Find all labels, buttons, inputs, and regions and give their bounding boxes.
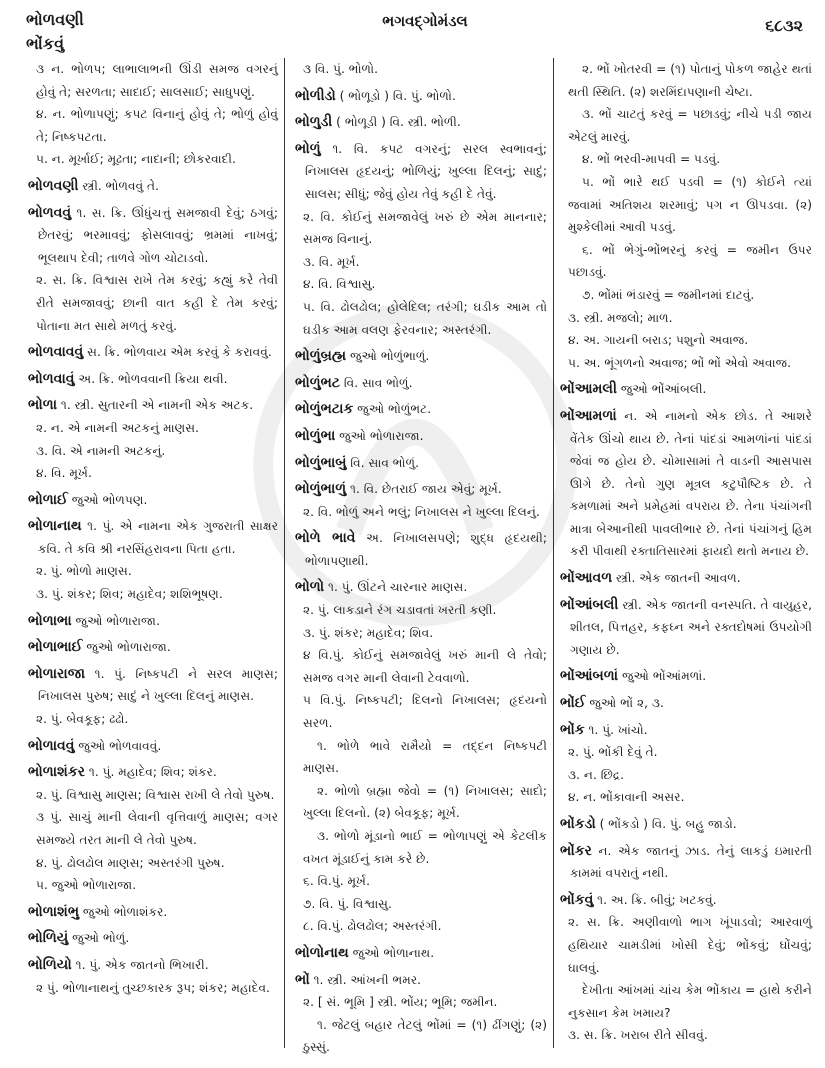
definition-text: ૩. ન. છિદ્ર. bbox=[568, 767, 624, 782]
headword: ભોળુંભાળું bbox=[295, 481, 347, 498]
definition-text: જુઓ ભોળારાજા. bbox=[335, 428, 424, 443]
definition-text: ૪. પું. ઢોલઢોલ માણસ; અસ્તરંગી પુરુષ. bbox=[36, 855, 225, 870]
definition-text: ન. એક જાતનું ઝાડ. તેનું લાકડું ઇમારતી કામમાં વપરાતું નથી. bbox=[570, 843, 812, 881]
sense-entry bbox=[295, 273, 547, 296]
sense-entry bbox=[295, 58, 547, 81]
sense-entry bbox=[28, 874, 278, 897]
definition-text: ૭. વિ. પું. વિશ્વાસુ. bbox=[303, 896, 392, 911]
definition-text: ૩ વિ. પું. ભોળો. bbox=[303, 62, 378, 76]
definition-text: ૨. ન. એ નામની અટકનું માણસ. bbox=[36, 420, 200, 435]
headword: ભોળિયો bbox=[28, 956, 72, 973]
sense-entry bbox=[560, 911, 812, 979]
headword: ભોળે ભાવે bbox=[295, 530, 356, 547]
headword: ભોંકવું bbox=[560, 891, 594, 908]
definition-text: ૩ ન. ભોળપ; લાભાલાભની ઊંડી સમજ વગરનું હોવું તે; સરળતા; સાદાઈ; સાલસાઈ; સાધુપણું. bbox=[36, 62, 278, 99]
sense-entry bbox=[28, 852, 278, 875]
dictionary-entry bbox=[28, 954, 278, 977]
dictionary-entry bbox=[28, 735, 278, 758]
sense-entry bbox=[295, 296, 547, 341]
sense-entry bbox=[28, 417, 278, 440]
sense-entry bbox=[560, 1024, 812, 1047]
idiom-entry bbox=[560, 171, 812, 239]
dictionary-entry bbox=[560, 719, 812, 742]
headword: ભોંઆંબલી bbox=[560, 596, 619, 613]
sense-entry bbox=[560, 329, 812, 352]
sense-entry bbox=[28, 806, 278, 851]
dictionary-entry bbox=[560, 840, 812, 885]
sense-entry bbox=[28, 977, 278, 1000]
definition-text: ૧. વિ. કપટ વગરનું; સરલ સ્વભાવનું; નિખાલસ હૃદયનું; ભોળિયું; ખુલ્લા દિલનું; સાદું; સાલસ; સીધું; જેવું હોય તેવું કહી દે તેવું. bbox=[305, 141, 547, 201]
definition-text: ૨. પું. લાકડાને રંગ ચડાવતાં ખરતી કણી. bbox=[303, 603, 497, 618]
definition-text: ( ભોંકડો ) વિ. પું. બહુ જાડો. bbox=[595, 817, 737, 831]
dictionary-entry bbox=[28, 341, 278, 364]
definition-text: સ્ત્રી. ભોળવવું તે. bbox=[78, 178, 159, 193]
dictionary-entry bbox=[560, 692, 812, 715]
definition-text: ૨. સ. ક્રિ. અણીવાળો ભાગ ખૂંપાડવો; આરવાળું હથિયાર ચામડીમાં ખોસી દેવું; ભોંકવું; ઘોંચવું; ઘાલવું. bbox=[568, 915, 812, 975]
sense-entry bbox=[28, 440, 278, 463]
sense-entry bbox=[295, 893, 547, 916]
headword: ભોળા bbox=[28, 397, 58, 414]
dictionary-entry bbox=[295, 969, 547, 992]
headword: ભોળોનાથ bbox=[295, 944, 349, 961]
definition-text: ૫. જુઓ ભોળારાજા. bbox=[36, 878, 137, 893]
headword: ભોંકર bbox=[560, 842, 592, 859]
sense-entry bbox=[560, 307, 812, 330]
definition-text: જુઓ ભોળુંભટ. bbox=[353, 402, 432, 417]
definition-text: ૨. [ સં. ભૂમિ ] સ્ત્રી. ભોંય; ભૂમિ; જમીન. bbox=[303, 995, 498, 1010]
definition-text: ૧. અ. ક્રિ. બીવું; ખટકવું. bbox=[593, 892, 717, 907]
idiom-entry bbox=[295, 780, 547, 825]
definition-text: જુઓ ભોળારાજા. bbox=[82, 640, 171, 655]
headword: ભોંક bbox=[560, 721, 585, 738]
dictionary-entry bbox=[295, 425, 547, 448]
definition-text: સ્ત્રી. એક જાતની વનસ્પતિ. તે વાયુહર, શીતલ, પિત્તહર, કફઘ્ન અને રક્તદોષમાં ઉપયોગી ગણાય છે. bbox=[570, 597, 812, 657]
column-middle bbox=[295, 58, 547, 1059]
definition-text: ૩. વિ. મૂર્ખ. bbox=[303, 254, 360, 269]
definition-text: ૮. વિ.પું. ઢોલઢોલ; અસ્તરંગી. bbox=[303, 919, 442, 934]
definition-text: ૬. ભોં ભેગું-ભોંભરનું કરવું = જમીન ઉપર પછાડવું. bbox=[568, 242, 812, 280]
column-divider bbox=[284, 58, 285, 1048]
definition-text: ૧. પું. ખાંચો. bbox=[584, 722, 648, 737]
dictionary-entry bbox=[28, 515, 278, 560]
definition-text: ૨. ભોં ખોતરવી = (૧) પોતાનું પોકળ જાહેર થતાં થતી સ્થિતિ. (૨) શરમિંદાપણાની ચેષ્ટા. bbox=[568, 62, 812, 99]
definition-text: ૫. ભોં ભારે થઈ પડવી = (૧) કોઈને ત્યાં જવામાં અતિશય શરમાવું; પગ ન ઊપડવા. (૨) મુશ્કેલીમાં આવી પડવું. bbox=[568, 174, 812, 235]
dictionary-entry bbox=[560, 405, 812, 563]
guide-word-last: ભોંકવું bbox=[26, 34, 65, 53]
definition-text: ૧. જેટલું બહાર તેટલું ભોંમાં = (૧) ઢીંગણું; (૨) ઠુસ્સું. bbox=[303, 1017, 547, 1055]
definition-text: ૩. ભોં ચાટતું કરવું = પછાડવું; નીચે પડી જાય એટલું મારવું. bbox=[568, 107, 812, 144]
sense-entry bbox=[560, 786, 812, 809]
headword: ભોળો bbox=[295, 579, 325, 596]
definition-text: ૧. પું. એ નામના એક ગુજરાતી સાક્ષર કવિ. તે કવિ શ્રી નરસિંહરાવના પિતા હતા. bbox=[38, 519, 278, 556]
definition-text: જુઓ ભોં ૨, ૩. bbox=[585, 696, 664, 711]
sense-entry bbox=[295, 870, 547, 893]
guide-word-first: ભોળવણી bbox=[26, 10, 84, 29]
definition-text: જુઓ ભોળારાજા. bbox=[71, 613, 160, 628]
dictionary-entry bbox=[28, 394, 278, 417]
dictionary-entry bbox=[295, 345, 547, 368]
sense-entry bbox=[295, 915, 547, 938]
dictionary-entry bbox=[28, 610, 278, 633]
headword: ભોળુંબ્રહ્મ bbox=[295, 348, 347, 365]
definition-text: ૧. પું. એક જાતનો ભિખારી. bbox=[71, 957, 209, 972]
idiom-entry bbox=[560, 284, 812, 307]
idiom-entry bbox=[560, 103, 812, 148]
headword: ભોંકડો bbox=[560, 816, 596, 832]
dictionary-entry bbox=[295, 372, 547, 395]
definition-text: ૨. પું. વિશ્વાસુ માણસ; વિશ્વાસ રાખી લે તેવો પુરુષ. bbox=[36, 787, 275, 802]
dictionary-entry bbox=[28, 202, 278, 270]
headword: ભોળવાવવું bbox=[28, 344, 84, 361]
definition-text: ૩. પું. શંકર; મહાદેવ; શિવ. bbox=[303, 625, 434, 640]
definition-text: જુઓ ભોળું. bbox=[68, 931, 130, 946]
definition-text: જુઓ ભોળુંભાળું. bbox=[346, 349, 430, 364]
definition-text: ૨. પું. ભોંકી દેવું તે. bbox=[568, 745, 658, 760]
definition-text: ૪ વિ.પું. કોઈનું સમજાવેલું ખરું માની લે તેવો; સમજ વગર માની લેવાની ટેવવાળો. bbox=[303, 648, 547, 685]
sense-entry bbox=[28, 148, 278, 171]
definition-text: ૩. સ્ત્રી. મજલો; માળ. bbox=[568, 310, 673, 325]
column-left bbox=[28, 58, 278, 999]
dictionary-entry bbox=[560, 889, 812, 912]
dictionary-entry bbox=[295, 398, 547, 421]
dictionary-entry bbox=[295, 576, 547, 599]
definition-text: જુઓ ભોંઆંમળાં. bbox=[618, 669, 707, 684]
idiom-entry bbox=[295, 1014, 547, 1059]
dictionary-entry bbox=[295, 478, 547, 501]
dictionary-entry bbox=[28, 663, 278, 708]
definition-text: જુઓ ભોળપણ. bbox=[67, 492, 148, 507]
sense-entry bbox=[295, 251, 547, 274]
headword: ભોંઈ bbox=[560, 695, 586, 712]
definition-text: ૩. પું. શંકર; શિવ; મહાદેવ; શશિભૂષણ. bbox=[36, 587, 223, 602]
definition-text: ૨. પું. ભોળો માણસ. bbox=[36, 564, 132, 579]
headword: ભોંઆંબળાં bbox=[560, 668, 619, 685]
headword: ભોળાવવું bbox=[28, 737, 75, 754]
definition-text: ૪. વિ. મૂર્ખ. bbox=[36, 466, 92, 481]
definition-text: ( ભોળૂડો ) વિ. પું. ભોળો. bbox=[335, 88, 456, 103]
dictionary-entry bbox=[295, 85, 547, 108]
sense-entry bbox=[28, 103, 278, 148]
sense-entry bbox=[560, 764, 812, 787]
sense-entry bbox=[28, 269, 278, 337]
definition-text: ૩. સ. ક્રિ. ખરાબ રીતે સીવવું. bbox=[568, 1028, 708, 1043]
dictionary-entry bbox=[295, 527, 547, 572]
headword: ભોળાશંકર bbox=[28, 764, 85, 781]
headword: ભોળીડો bbox=[295, 87, 336, 104]
definition-text: ૪. ભોં ભરવી-માપવી = પડવું. bbox=[582, 152, 721, 167]
idiom-entry bbox=[560, 979, 812, 1024]
page-number: ૬૮૩૨ bbox=[765, 16, 803, 35]
column-right bbox=[560, 58, 812, 1047]
dictionary-entry bbox=[28, 175, 278, 198]
definition-text: વિ. સાવ ભોળું. bbox=[339, 375, 413, 390]
definition-text: ૧. પું. નિષ્કપટી ને સરલ માણસ; નિખાલસ પુરુષ; સાદું ને ખુલ્લા દિલનું માણસ. bbox=[38, 666, 278, 704]
sense-entry bbox=[295, 622, 547, 645]
definition-text: અ. નિખાલસપણે; શુદ્ધ હૃદયથી; ભોળાપણાથી. bbox=[305, 531, 547, 568]
definition-text: ૨. વિ. કોઈનું સમજાવેલું ખરું છે એમ માનનાર; સમજ વિનાનું. bbox=[303, 209, 547, 247]
definition-text: ૧. પું. ઊંટને ચારનાર માણસ. bbox=[324, 580, 468, 595]
sense-entry bbox=[28, 58, 278, 103]
dictionary-entry bbox=[560, 813, 812, 836]
headword: ભોળુંભટાક bbox=[295, 401, 354, 418]
headword: ભોળુંભા bbox=[295, 427, 336, 444]
sense-entry bbox=[295, 599, 547, 622]
headword: ભોળારાજા bbox=[28, 665, 86, 682]
definition-text: ૨ પું. ભોળાનાથનું તુચ્છકારક રૂપ; શંકર; મહાદેવ. bbox=[36, 980, 270, 995]
definition-text: ૩. ભોળો મૂંડાનો ભાઈ = ભોળાપણું એ કેટલીક વખત મૂંડાઈનું કામ કરે છે. bbox=[303, 829, 547, 866]
definition-text: ૩ પું. સાચું માની લેવાની વૃત્તિવાળું માણસ; વગર સમજ્યે તરત માની લે તેવો પુરુષ. bbox=[36, 810, 278, 847]
headword: ભોં bbox=[295, 971, 310, 988]
idiom-entry bbox=[295, 825, 547, 870]
definition-text: ૧. સ્ત્રી. આંખની ભમર. bbox=[309, 972, 422, 987]
definition-text: ૨. પું. બેવકૂફ; ઢઢો. bbox=[36, 712, 129, 727]
definition-text: ૨. સ. ક્રિ. વિશ્વાસ રાખે તેમ કરવું; કહ્યું કરે તેવી રીતે સમજાવવું; છાની વાત કહી દે તેમ કરવું; પોતાના મત સાથે મળતું કરવું. bbox=[36, 273, 278, 333]
definition-text: ૫. ન. મૂર્ખાઈ; મૂઢતા; નાદાની; છોકરવાદી. bbox=[36, 152, 236, 167]
dictionary-entry bbox=[295, 942, 547, 965]
definition-text: જુઓ ભોળાનાથ. bbox=[348, 945, 435, 960]
definition-text: ( ભોળૂડી ) વિ. સ્ત્રી. ભોળી. bbox=[332, 115, 461, 130]
definition-text: ૧. સ. ક્રિ. ઊંધુંચત્તું સમજાવી દેવું; ઠગવું; છેતરવું; ભરમાવવું; ફોસલાવવું; ભ્રમમાં નાખવું; ભૂલથાપ દેવી; તાળવે ગોળ ચોટાડવો. bbox=[38, 205, 278, 265]
dictionary-entry bbox=[28, 368, 278, 391]
definition-text: ૫. અ. ભૂંગળનો અવાજ; ભોં ભોં એવો અવાજ. bbox=[568, 355, 792, 370]
headword: ભોળાનાથ bbox=[28, 518, 82, 535]
headword: ભોળવણી bbox=[28, 177, 79, 194]
dictionary-entry bbox=[28, 761, 278, 784]
sense-entry bbox=[295, 644, 547, 689]
headword: ભોળાભાઈ bbox=[28, 639, 83, 656]
definition-text: જુઓ ભોળાશંકર. bbox=[79, 904, 168, 919]
idiom-entry bbox=[560, 239, 812, 284]
definition-text: ન. એ નામનો એક છોડ. તે આશરે વેંતેક ઊંચો થાય છે. તેનાં પાંદડાં આમળાંનાં પાંદડાં જેવાં જ હોય છે. ચોમાસામાં તે વાડની આસપાસ ઊગે છે. તેનો ગુણ મૂત્રલ કટુપૌષ્ટિક છે. તે કમળામાં અને પ્રમેહમાં વપરાય છે. તેના પંચાંગની માત્રા બેઆનીથી પાવલીભાર છે. તેનાં પંચાંગનું હિમ કરી પીવાથી રક્તાતિસારમાં ફાયદો થતો મનાય છે. bbox=[570, 408, 812, 559]
definition-text: ૬. વિ.પું. મૂર્ખ. bbox=[303, 874, 370, 889]
dictionary-entry bbox=[295, 111, 547, 134]
headword: ભોળું bbox=[295, 140, 321, 157]
dictionary-entry bbox=[28, 489, 278, 512]
headword: ભોંઆમળાં bbox=[560, 407, 617, 424]
headword: ભોળાભા bbox=[28, 612, 72, 629]
headword: ભોળાઈ bbox=[28, 491, 68, 508]
definition-text: ૨. વિ. ભોળું અને ભલું; નિખાલસ ને ખુલ્લા દિલનું. bbox=[303, 504, 540, 519]
definition-text: દેખીતા આંખમાં ચાંચ કેમ ભોંકાય = હાથે કરીને નુકસાન કેમ ખમાય? bbox=[568, 983, 812, 1020]
headword: ભોળુંભાબું bbox=[295, 454, 347, 471]
column-divider bbox=[553, 58, 554, 1048]
definition-text: અ. ક્રિ. ભોળવવાની ક્રિયા થવી. bbox=[74, 371, 228, 386]
definition-text: ૩. વિ. એ નામની અટકનું. bbox=[36, 443, 166, 458]
dictionary-entry bbox=[295, 452, 547, 475]
dictionary-entry bbox=[28, 636, 278, 659]
sense-entry bbox=[295, 689, 547, 734]
definition-text: ૪. ન. ભોળાપણું; કપટ વિનાનું હોવું તે; ભોળું હોવું તે; નિષ્કપટતા. bbox=[36, 107, 278, 144]
headword: ભોળુડી bbox=[295, 114, 333, 131]
definition-text: સ્ત્રી. એક જાતની આવળ. bbox=[612, 571, 741, 586]
dictionary-entry bbox=[560, 594, 812, 662]
definition-text: ૨. ભોળો બ્રહ્મા જેવો = (૧) નિખાલસ; સાદો; ખુલ્લા દિલનો. (૨) બેવકૂફ; મૂર્ખ. bbox=[303, 783, 547, 821]
sense-entry bbox=[295, 501, 547, 524]
headword: ભોળિયું bbox=[28, 930, 69, 947]
headword: ભોળવવું bbox=[28, 204, 72, 221]
definition-text: ૧. સ્ત્રી. સુતારની એ નામની એક અટક. bbox=[57, 398, 254, 413]
sense-entry bbox=[28, 784, 278, 807]
dictionary-entry bbox=[560, 378, 812, 401]
sense-entry bbox=[28, 560, 278, 583]
definition-text: ૪. અ. ગાયની બરાડ; પશુનો અવાજ. bbox=[568, 333, 749, 348]
definition-text: જુઓ ભોળવાવવું. bbox=[74, 738, 162, 753]
sense-entry bbox=[295, 991, 547, 1014]
sense-entry bbox=[560, 741, 812, 764]
definition-text: જુઓ ભોંઆંબલી. bbox=[616, 382, 707, 397]
definition-text: ૪. વિ. વિશ્વાસુ. bbox=[303, 277, 376, 292]
sense-entry bbox=[28, 708, 278, 731]
headword: ભોંઆવળ bbox=[560, 570, 613, 587]
guide-words bbox=[26, 8, 84, 56]
definition-text: ૫. વિ. ઢોલઢોલ; હોલેદિલ; તરંગી; ઘડીક આમ તો ઘડીક આમ વલણ ફેરવનાર; અસ્તરંગી. bbox=[303, 299, 547, 337]
sense-entry bbox=[295, 206, 547, 251]
dictionary-entry bbox=[560, 665, 812, 688]
definition-text: ૫ વિ.પું. નિષ્કપટી; દિલનો નિખાલસ; હૃદયનો સરળ. bbox=[303, 693, 547, 731]
headword: ભોળુંભટ bbox=[295, 374, 340, 391]
sense-entry bbox=[28, 462, 278, 485]
page-title: ભગવદ્ગોમંડલ bbox=[382, 12, 468, 30]
sense-entry bbox=[28, 583, 278, 606]
headword: ભોંઆમલી bbox=[560, 381, 617, 398]
definition-text: વિ. સાવ ભોળું. bbox=[346, 455, 419, 470]
dictionary-entry bbox=[560, 567, 812, 590]
idiom-entry bbox=[560, 148, 812, 171]
definition-text: ૧. વિ. છેતરાઈ જાય એવું; મૂર્ખ. bbox=[346, 482, 502, 497]
definition-text: ૪. ન. ભોંકાવાની અસર. bbox=[568, 790, 685, 805]
headword: ભોળાશંભુ bbox=[28, 903, 80, 920]
definition-text: ૧. પું. મહાદેવ; શિવ; શંકર. bbox=[84, 765, 217, 780]
dictionary-entry bbox=[28, 927, 278, 950]
sense-entry bbox=[560, 352, 812, 375]
definition-text: ૭. ભોંમાં ભંડારવું = જમીનમાં દાટવું. bbox=[582, 287, 755, 302]
definition-text: ૧. ભોળે ભાવે રામૈયો = તદ્દન નિષ્કપટી માણસ. bbox=[303, 738, 547, 776]
idiom-entry bbox=[295, 735, 547, 780]
dictionary-entry bbox=[28, 901, 278, 924]
headword: ભોળવાવું bbox=[28, 370, 75, 387]
dictionary-entry bbox=[295, 138, 547, 206]
idiom-entry bbox=[560, 58, 812, 103]
definition-text: સ. ક્રિ. ભોળવાય એમ કરવું કે કરાવવું. bbox=[83, 345, 272, 360]
